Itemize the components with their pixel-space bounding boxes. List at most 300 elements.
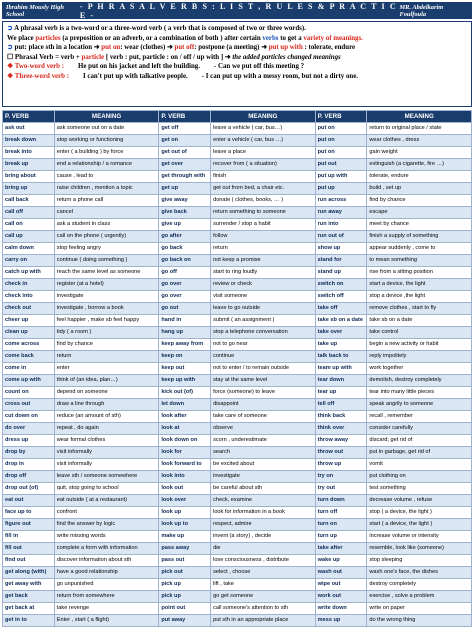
column-header-meaning: MEANING (211, 111, 316, 123)
table-row (3, 363, 472, 375)
meaning-cell: meet by chance (367, 219, 472, 231)
table-row (3, 567, 472, 579)
meaning-cell: die (211, 543, 316, 555)
diamond-icon: ❖ (7, 63, 15, 70)
meaning-cell: vomit (367, 459, 472, 471)
meaning-cell: enter a vehicle ( car, bus …) (211, 135, 316, 147)
table-row (3, 123, 472, 135)
phrasal-verb-cell: give away (159, 195, 211, 207)
table-row (3, 435, 472, 447)
meaning-cell: extinguish (a cigarette, fire …) (367, 159, 472, 171)
meaning-cell: feel happier , make sb feel happy (54, 315, 159, 327)
meaning-cell: donate ( clothes, books, … ) (211, 195, 316, 207)
table-row (3, 279, 472, 291)
meaning-cell: select , choose (211, 567, 316, 579)
phrasal-verb-cell: look at (159, 423, 211, 435)
meaning-cell: visit informally (54, 447, 159, 459)
meaning-cell: reply impolitely (367, 351, 472, 363)
phrasal-verb-cell: look after (159, 411, 211, 423)
meaning-cell: to mean something (367, 255, 472, 267)
table-row (3, 243, 472, 255)
phrasal-verb-cell: talk back to (315, 351, 367, 363)
phrasal-verb-cell: break up (3, 159, 55, 171)
meaning-cell: stop a device ,the light (367, 291, 472, 303)
table-row (3, 171, 472, 183)
meaning-cell: complete a form with information (54, 543, 159, 555)
phrasal-verb-cell: keep away from (159, 339, 211, 351)
phrasal-verb-cell: hang up (159, 327, 211, 339)
table-row (3, 399, 472, 411)
phrasal-verb-cell: get out of (159, 147, 211, 159)
phrasal-verb-cell: drop out (of) (3, 483, 55, 495)
meaning-cell: check, examine (211, 495, 316, 507)
table-row (3, 495, 472, 507)
meaning-cell: start a device, the light (367, 279, 472, 291)
meaning-cell: investigate (54, 291, 159, 303)
meaning-cell: gain weight (367, 147, 472, 159)
table-row (3, 411, 472, 423)
phrasal-verb-cell: catch up with (3, 267, 55, 279)
meaning-cell: stop a telephone conversation (211, 327, 316, 339)
meaning-cell: start ( a device, the light ) (367, 519, 472, 531)
phrasal-verb-cell: look into (159, 471, 211, 483)
diamond-icon: ❖ (7, 72, 15, 80)
phrasal-verb-cell: get through with (159, 171, 211, 183)
meaning-cell: find by chance (54, 339, 159, 351)
table-row (3, 207, 472, 219)
meaning-cell: appear suddenly , come to (367, 243, 472, 255)
phrasal-verb-cell: point out (159, 603, 211, 615)
page-title: - P H R A S A L V E R B S : L I S T , R U L E S & P R A C T I C E - (79, 1, 398, 20)
meaning-cell: tidy ( a room ) (54, 327, 159, 339)
meaning-cell: return a phone call (54, 195, 159, 207)
meaning-cell: rise from a sitting position (367, 267, 472, 279)
phrasal-verb-cell: figure out (3, 519, 55, 531)
meaning-cell: reach the same level as someone (54, 267, 159, 279)
meaning-cell: increase volume or intensity (367, 531, 472, 543)
table-row (3, 147, 472, 159)
phrasal-verb-cell: throw away (315, 435, 367, 447)
phrasal-verb-cell: stand for (315, 255, 367, 267)
meaning-cell: finish a supply of something (367, 231, 472, 243)
meaning-cell: call on the phone ( urgently) (54, 231, 159, 243)
meaning-cell: return to original place / state (367, 123, 472, 135)
table-row (3, 615, 472, 627)
phrasal-verb-cell: face up to (3, 507, 55, 519)
meaning-cell: go get someone (211, 591, 316, 603)
phrasal-verb-cell: go after (159, 231, 211, 243)
phrasal-verb-cell: kick out (of) (159, 387, 211, 399)
phrasal-verb-cell: go off (159, 267, 211, 279)
table-row (3, 219, 472, 231)
intro-formula: ☐ Phrasal Verb = verb + particle [ verb : put, particle : on / off / up with ] ➜ the added particles changed meanings (7, 53, 341, 61)
meaning-cell: leave sth / someone somewhere (54, 471, 159, 483)
meaning-cell: not to go near (211, 339, 316, 351)
meaning-cell: visit someone (211, 291, 316, 303)
phrasal-verb-cell: look up (159, 507, 211, 519)
meaning-cell: eat outside ( at a restaurant) (54, 495, 159, 507)
phrasal-verb-cell: put out (315, 159, 367, 171)
phrasal-verb-cell: eat out (3, 495, 55, 507)
meaning-cell: disappoint (211, 399, 316, 411)
phrasal-verb-cell: look for (159, 447, 211, 459)
meaning-cell: put in garbage, get rid of (367, 447, 472, 459)
table-row (3, 339, 472, 351)
meaning-cell: enter (54, 363, 159, 375)
phrasal-verb-cell: think over (315, 423, 367, 435)
meaning-cell: demolish, destroy completely (367, 375, 472, 387)
phrasal-verb-cell: carry on (3, 255, 55, 267)
meaning-cell: leave to go outside (211, 303, 316, 315)
phrasal-verb-cell: think back (315, 411, 367, 423)
table-row (3, 255, 472, 267)
table-row (3, 459, 472, 471)
school-name: Ibrahim Mously High School (6, 3, 64, 18)
meaning-cell: recover from ( a situation) (211, 159, 316, 171)
meaning-cell: look for information in a book (211, 507, 316, 519)
meaning-cell: write missing words (54, 531, 159, 543)
intro-three-word: ❖ Three-word verb : I can't put up with talkative people. - I can put up with a messy room, but not a dirty one. (7, 72, 359, 80)
meaning-cell: return (211, 243, 316, 255)
meaning-cell: put sth in an appropriate place (211, 615, 316, 627)
table-row (3, 507, 472, 519)
phrasal-verb-cell: switch on (315, 279, 367, 291)
phrasal-verb-cell: call off (3, 207, 55, 219)
meaning-cell: raise children , mention a topic (54, 183, 159, 195)
phrasal-verb-cell: calm down (3, 243, 55, 255)
meaning-cell: begin a new activity or habit (367, 339, 472, 351)
phrasal-verb-cell: call up (3, 231, 55, 243)
meaning-cell: stop feeling angry (54, 243, 159, 255)
phrasal-verb-cell: write down (315, 603, 367, 615)
table-row (3, 447, 472, 459)
phrasal-verb-cell: show up (315, 243, 367, 255)
phrasal-verb-cell: cut down on (3, 411, 55, 423)
meaning-cell: review or check (211, 279, 316, 291)
phrasal-verb-cell: cross out (3, 399, 55, 411)
meaning-cell: submit ( an assignment ) (211, 315, 316, 327)
meaning-cell: search (211, 447, 316, 459)
table-row (3, 423, 472, 435)
phrasal-verb-cell: make up (159, 531, 211, 543)
phrasal-verbs-table (2, 110, 472, 623)
meaning-cell: recall , remember (367, 411, 472, 423)
meaning-cell: depend on someone (54, 387, 159, 399)
meaning-cell: force (someone) to leave (211, 387, 316, 399)
meaning-cell: wear formal clothes (54, 435, 159, 447)
meaning-cell: get out from bed, a chair etc. (211, 183, 316, 195)
phrasal-verb-cell: take over (315, 327, 367, 339)
meaning-cell: wear clothes , dress (367, 135, 472, 147)
meaning-cell: investigate , borrow a book (54, 303, 159, 315)
phrasal-verb-cell: get away with (3, 579, 55, 591)
meaning-cell: consider carefully (367, 423, 472, 435)
meaning-cell: enter ( a building ) by force (54, 147, 159, 159)
phrasal-verb-cell: stand up (315, 267, 367, 279)
meaning-cell: discard; get rid of (367, 435, 472, 447)
meaning-cell: put clothing on (367, 471, 472, 483)
phrasal-verb-cell: wash out (315, 567, 367, 579)
phrasal-verb-cell: drop off (3, 471, 55, 483)
phrasal-verb-cell: call on (3, 219, 55, 231)
meaning-cell: have a good relationship (54, 567, 159, 579)
phrasal-verb-cell: go back on (159, 255, 211, 267)
phrasal-verb-cell: call back (3, 195, 55, 207)
phrasal-verb-cell: look out (159, 483, 211, 495)
phrasal-verb-cell: put up (315, 183, 367, 195)
phrasal-verb-cell: let down (159, 399, 211, 411)
meaning-cell: stop working or functioning (54, 135, 159, 147)
phrasal-verb-cell: get off (159, 123, 211, 135)
meaning-cell: tear into many little pieces (367, 387, 472, 399)
meaning-cell: repeat , do again (54, 423, 159, 435)
intro-two-word: ❖ Two-word verb : He put on his jacket and left the building. - Can we put off this meeting ? (7, 63, 305, 70)
phrasal-verb-cell: hand in (159, 315, 211, 327)
arrow-icon: ➲ (7, 44, 15, 51)
meaning-cell: go unpunished (54, 579, 159, 591)
phrasal-verb-cell: take sb on a date (315, 315, 367, 327)
meaning-cell: finish (211, 171, 316, 183)
phrasal-verb-cell: go back (159, 243, 211, 255)
phrasal-verb-cell: turn off (315, 507, 367, 519)
meaning-cell: test something (367, 483, 472, 495)
meaning-cell: lift , take (211, 579, 316, 591)
phrasal-verb-cell: look forward to (159, 459, 211, 471)
meaning-cell: ask someone out on a date (54, 123, 159, 135)
phrasal-verb-cell: take up (315, 339, 367, 351)
phrasal-verb-cell: look down on (159, 435, 211, 447)
table-row (3, 291, 472, 303)
phrasal-verb-cell: come up with (3, 375, 55, 387)
meaning-cell: scorn , underestimate (211, 435, 316, 447)
table-row (3, 159, 472, 171)
meaning-cell: find the answer by logic (54, 519, 159, 531)
phrasal-verb-cell: find out (3, 555, 55, 567)
meaning-cell: take sb on a date (367, 315, 472, 327)
meaning-cell: not to enter / to remain outside (211, 363, 316, 375)
column-header-verb: P. VERB (3, 111, 55, 123)
phrasal-verb-cell: fill in (3, 531, 55, 543)
phrasal-verb-cell: keep out (159, 363, 211, 375)
meaning-cell: escape (367, 207, 472, 219)
phrasal-verb-cell: get over (159, 159, 211, 171)
phrasal-verb-cell: get back (3, 591, 55, 603)
phrasal-verb-cell: give back (159, 207, 211, 219)
meaning-cell: cancel (54, 207, 159, 219)
meaning-cell: take control (367, 327, 472, 339)
meaning-cell: cause , lead to (54, 171, 159, 183)
table-row (3, 387, 472, 399)
meaning-cell: take care of someone (211, 411, 316, 423)
table-row (3, 351, 472, 363)
phrasal-verb-cell: keep on (159, 351, 211, 363)
meaning-cell: end a relationship / a romance (54, 159, 159, 171)
meaning-cell: return from somewhere (54, 591, 159, 603)
phrasal-verb-cell: put away (159, 615, 211, 627)
meaning-cell: continue ( doing something ) (54, 255, 159, 267)
phrasal-verb-cell: pass out (159, 555, 211, 567)
meaning-cell: wash one's face, the dishes (367, 567, 472, 579)
meaning-cell: respect, admire (211, 519, 316, 531)
phrasal-verb-cell: run across (315, 195, 367, 207)
table-header-row (3, 111, 472, 123)
table-row (3, 183, 472, 195)
phrasal-verb-cell: go over (159, 291, 211, 303)
phrasal-verb-cell: come back (3, 351, 55, 363)
column-header-verb: P. VERB (159, 111, 211, 123)
table-row (3, 531, 472, 543)
meaning-cell: resemble, look like (someone) (367, 543, 472, 555)
phrasal-verb-cell: go out (159, 303, 211, 315)
meaning-cell: work together (367, 363, 472, 375)
phrasal-verb-cell: switch off (315, 291, 367, 303)
meaning-cell: confront (54, 507, 159, 519)
meaning-cell: start to ring loudly (211, 267, 316, 279)
meaning-cell: leave a place (211, 147, 316, 159)
column-header-verb: P. VERB (315, 111, 367, 123)
meaning-cell: lose consciousness , distribute (211, 555, 316, 567)
column-header-meaning: MEANING (54, 111, 159, 123)
table-row (3, 555, 472, 567)
meaning-cell: speak angrily to someone (367, 399, 472, 411)
meaning-cell: be careful about sth (211, 483, 316, 495)
phrasal-verb-cell: get in to (3, 615, 55, 627)
phrasal-verb-cell: put on (315, 147, 367, 159)
table-row (3, 135, 472, 147)
meaning-cell: investigate (211, 471, 316, 483)
phrasal-verb-cell: bring up (3, 183, 55, 195)
table-row (3, 471, 472, 483)
meaning-cell: quit, stop going to school (54, 483, 159, 495)
phrasal-verb-cell: check out (3, 303, 55, 315)
phrasal-verb-cell: break down (3, 135, 55, 147)
phrasal-verb-cell: get back at (3, 603, 55, 615)
phrasal-verb-cell: pass away (159, 543, 211, 555)
table-row (3, 231, 472, 243)
meaning-cell: Enter , start ( a flight) (54, 615, 159, 627)
phrasal-verb-cell: break into (3, 147, 55, 159)
phrasal-verb-cell: check in (3, 279, 55, 291)
teacher-name: MR. Abdelkarim Foulfoula (399, 3, 444, 18)
phrasal-verb-cell: put up with (315, 171, 367, 183)
meaning-cell: find by chance (367, 195, 472, 207)
meaning-cell: do the wrong thing (367, 615, 472, 627)
meaning-cell: discover information about sth (54, 555, 159, 567)
phrasal-verb-cell: get on (159, 135, 211, 147)
table-row (3, 519, 472, 531)
phrasal-verb-cell: run into (315, 219, 367, 231)
phrasal-verb-cell: team up with (315, 363, 367, 375)
meaning-cell: return (54, 351, 159, 363)
meaning-cell: not keep a promise (211, 255, 316, 267)
phrasal-verb-cell: bring about (3, 171, 55, 183)
meaning-cell: call someone's attention to sth (211, 603, 316, 615)
meaning-cell: continue (211, 351, 316, 363)
phrasal-verb-cell: give up (159, 219, 211, 231)
phrasal-verb-cell: cheer up (3, 315, 55, 327)
verbs-table (2, 110, 472, 627)
table-row (3, 375, 472, 387)
meaning-cell: visit informally (54, 459, 159, 471)
meaning-cell: think of (an idea, plan…) (54, 375, 159, 387)
intro-definition: ➲ A phrasal verb is a two-word or a three-word verb ( a verb that is composed of two or three words). (7, 25, 306, 32)
phrasal-verb-cell: try on (315, 471, 367, 483)
meaning-cell: destroy completely (367, 579, 472, 591)
phrasal-verb-cell: drop by (3, 447, 55, 459)
phrasal-verb-cell: turn on (315, 519, 367, 531)
page-header (2, 2, 472, 19)
table-row (3, 195, 472, 207)
phrasal-verb-cell: run away (315, 207, 367, 219)
phrasal-verb-cell: clean up (3, 327, 55, 339)
table-row (3, 327, 472, 339)
phrasal-verb-cell: put on (315, 123, 367, 135)
meaning-cell: surrender / stop a habit (211, 219, 316, 231)
meaning-cell: build , set up (367, 183, 472, 195)
meaning-cell: ask a student in class (54, 219, 159, 231)
phrasal-verb-cell: throw up (315, 459, 367, 471)
column-header-meaning: MEANING (367, 111, 472, 123)
phrasal-verb-cell: pick up (159, 579, 211, 591)
meaning-cell: stop ( a device, the light ) (367, 507, 472, 519)
phrasal-verb-cell: turn down (315, 495, 367, 507)
rules-box (2, 21, 472, 107)
meaning-cell: draw a line through (54, 399, 159, 411)
phrasal-verb-cell: take off (315, 303, 367, 315)
intro-particles: We place particles (a preposition or an adverb, or a combination of both ) after certain verbs to get a variety of meanings. (7, 34, 363, 42)
intro-example-put: ➲ put: place sth in a location ➜ put on: wear (clothes) ➜ put off: postpone (a meeting) ➜ put up with : tolerate, endure (7, 44, 356, 51)
phrasal-verb-cell: ask out (3, 123, 55, 135)
phrasal-verb-cell: pick out (159, 567, 211, 579)
phrasal-verb-cell: throw out (315, 447, 367, 459)
phrasal-verb-cell: get along (with) (3, 567, 55, 579)
phrasal-verb-cell: come in (3, 363, 55, 375)
meaning-cell: observe (211, 423, 316, 435)
table-row (3, 543, 472, 555)
phrasal-verb-cell: tear down (315, 375, 367, 387)
arrow-icon: ➲ (7, 25, 15, 32)
phrasal-verb-cell: tell off (315, 399, 367, 411)
table-row (3, 579, 472, 591)
phrasal-verb-cell: try out (315, 483, 367, 495)
phrasal-verb-cell: drop in (3, 459, 55, 471)
meaning-cell: exercise , solve a problem (367, 591, 472, 603)
phrasal-verb-cell: pick up (159, 591, 211, 603)
checkbox-icon: ☐ (7, 53, 15, 61)
table-body (3, 123, 472, 627)
phrasal-verb-cell: wake up (315, 555, 367, 567)
phrasal-verb-cell: go over (159, 279, 211, 291)
phrasal-verb-cell: get up (159, 183, 211, 195)
meaning-cell: reduce (an amount of sth) (54, 411, 159, 423)
table-row (3, 483, 472, 495)
phrasal-verb-cell: check into (3, 291, 55, 303)
phrasal-verb-cell: run out of (315, 231, 367, 243)
meaning-cell: take revenge (54, 603, 159, 615)
meaning-cell: write on paper (367, 603, 472, 615)
meaning-cell: return something to someone (211, 207, 316, 219)
phrasal-verb-cell: take after (315, 543, 367, 555)
meaning-cell: invent (a story) , decide (211, 531, 316, 543)
phrasal-verb-cell: put on (315, 135, 367, 147)
phrasal-verb-cell: tear up (315, 387, 367, 399)
meaning-cell: stop sleeping (367, 555, 472, 567)
meaning-cell: register (at a hotel) (54, 279, 159, 291)
phrasal-verb-cell: mess up (315, 615, 367, 627)
phrasal-verb-cell: look over (159, 495, 211, 507)
phrasal-verb-cell: turn up (315, 531, 367, 543)
meaning-cell: tolerate, endure (367, 171, 472, 183)
